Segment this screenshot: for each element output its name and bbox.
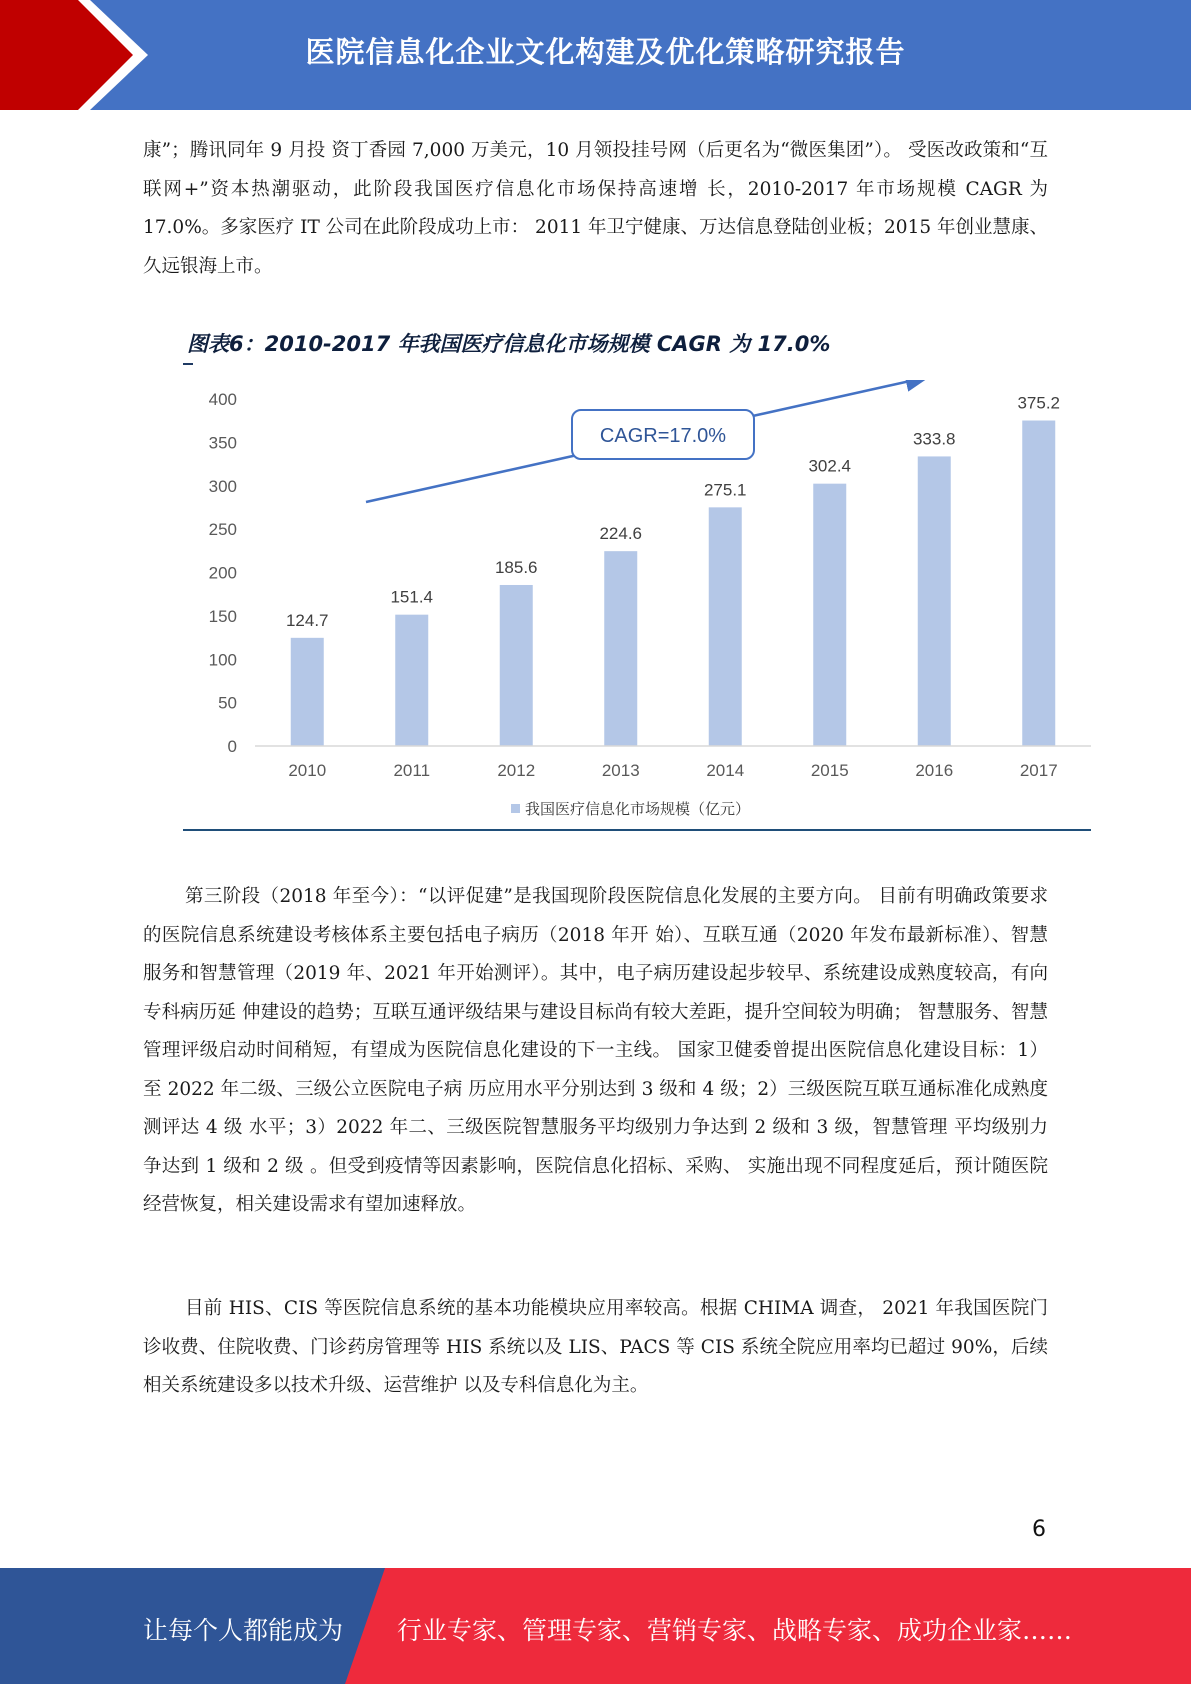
x-tick-label: 2013 — [601, 761, 640, 780]
x-tick-label: 2012 — [497, 761, 536, 780]
figure-title-underline — [183, 363, 193, 365]
cagr-annotation-label: CAGR=17.0% — [599, 425, 727, 447]
x-tick-label: 2010 — [288, 761, 327, 780]
x-tick-label: 2016 — [915, 761, 954, 780]
legend-label: 我国医疗信息化市场规模（亿元） — [525, 801, 751, 818]
bar-2011 — [395, 615, 428, 746]
y-tick-label: 200 — [208, 563, 237, 583]
data-label-2011: 151.4 — [390, 587, 434, 607]
legend-swatch — [511, 804, 520, 813]
bar-2012 — [500, 585, 533, 746]
y-tick-label: 150 — [208, 606, 237, 626]
y-tick-label: 100 — [208, 650, 237, 670]
figure-bottom-rule — [183, 829, 1091, 831]
y-tick-label: 250 — [208, 520, 237, 540]
data-label-2014: 275.1 — [703, 480, 747, 500]
data-label-2012: 185.6 — [494, 557, 538, 577]
bar-2017 — [1022, 421, 1055, 746]
data-label-2017: 375.2 — [1017, 393, 1061, 413]
y-tick-label: 50 — [218, 693, 237, 713]
x-tick-label: 2014 — [706, 761, 745, 780]
paragraph-stage-two: 康”；腾讯同年 9 月投 资丁香园 7,000 万美元，10 月领投挂号网（后更名为“微医集团”）。 受医改政策和“互联网+”资本热潮驱动，此阶段我国医疗信息化市场保持高速增 长，2010-2017 年市场规模 CAGR 为 17.0%。多家医疗 IT 公司在此阶段成功上市： 2011 年卫宁健康、万达信息登陆创业板；2015 年创业慧康、久远银海上市。 — [143, 140, 1048, 277]
page-header — [0, 0, 1191, 110]
x-tick-label: 2011 — [393, 761, 431, 780]
y-tick-label: 0 — [227, 737, 237, 756]
data-label-2016: 333.8 — [912, 429, 956, 449]
paragraph-his-cis: 目前 HIS、CIS 等医院信息系统的基本功能模块应用率较高。根据 CHIMA 调查， 2021 年我国医院门诊收费、住院收费、门诊药房管理等 HIS 系统以及 LIS、PACS 等 CIS 系统全院应用率均已超过 90%，后续相关系统建设多以技术升级、运营维护 以及专科信息化为主。 — [143, 1298, 1048, 1396]
bar-2010 — [291, 638, 324, 746]
footer-slogan-right: 行业专家、管理专家、营销专家、战略专家、成功企业家…… — [397, 1616, 1073, 1645]
footer-slogan-left: 让每个人都能成为 — [143, 1616, 344, 1645]
figure-title: 图表6：2010-2017 年我国医疗信息化市场规模 CAGR 为 17.0% — [187, 332, 831, 356]
header-title: 医院信息化企业文化构建及优化策略研究报告 — [305, 34, 906, 69]
data-label-2015: 302.4 — [808, 456, 852, 476]
bar-2015 — [813, 484, 846, 746]
y-tick-label: 400 — [208, 390, 237, 409]
data-label-2013: 224.6 — [599, 524, 643, 544]
bar-2014 — [709, 507, 742, 746]
x-tick-label: 2017 — [1019, 761, 1058, 780]
page-number: 6 — [1032, 1517, 1046, 1542]
data-label-2010: 124.7 — [285, 610, 329, 630]
market-size-bar-chart — [183, 380, 1091, 825]
bar-2013 — [604, 551, 637, 746]
paragraph-stage-three: 第三阶段（2018 年至今）：“以评促建”是我国现阶段医院信息化发展的主要方向。 目前有明确政策要求的医院信息系统建设考核体系主要包括电子病历（2018 年开 始）、互联互通（2020 年发布最新标准）、智慧服务和智慧管理（2019 年、2021 年开始测评）。其中，电子病历建设起步较早、系统建设成熟度较高，有向专科病历延 伸建设的趋势；互联互通评级结果与建设目标尚有较大差距，提升空间较为明确； 智慧服务、智慧管理评级启动时间稍短，有望成为医院信息化建设的下一主线。 国家卫健委曾提出医院信息化建设目标：1）至 2022 年二级、三级公立医院电子病 历应用水平分别达到 3 级和 4 级；2）三级医院互联互通标准化成熟度测评达 4 级 水平；3）2022 年二、三级医院智慧服务平均级别力争达到 2 级和 3 级，智慧管理 平均级别力争达到 1 级和 2 级 。但受到疫情等因素影响，医院信息化招标、采购、 实施出现不同程度延后，预计随医院经营恢复，相关建设需求有望加速释放。 — [143, 886, 1048, 1215]
bar-2016 — [918, 456, 951, 746]
page-footer — [0, 1568, 1191, 1684]
x-tick-label: 2015 — [810, 761, 849, 780]
y-tick-label: 300 — [208, 476, 237, 496]
y-tick-label: 350 — [208, 433, 237, 453]
